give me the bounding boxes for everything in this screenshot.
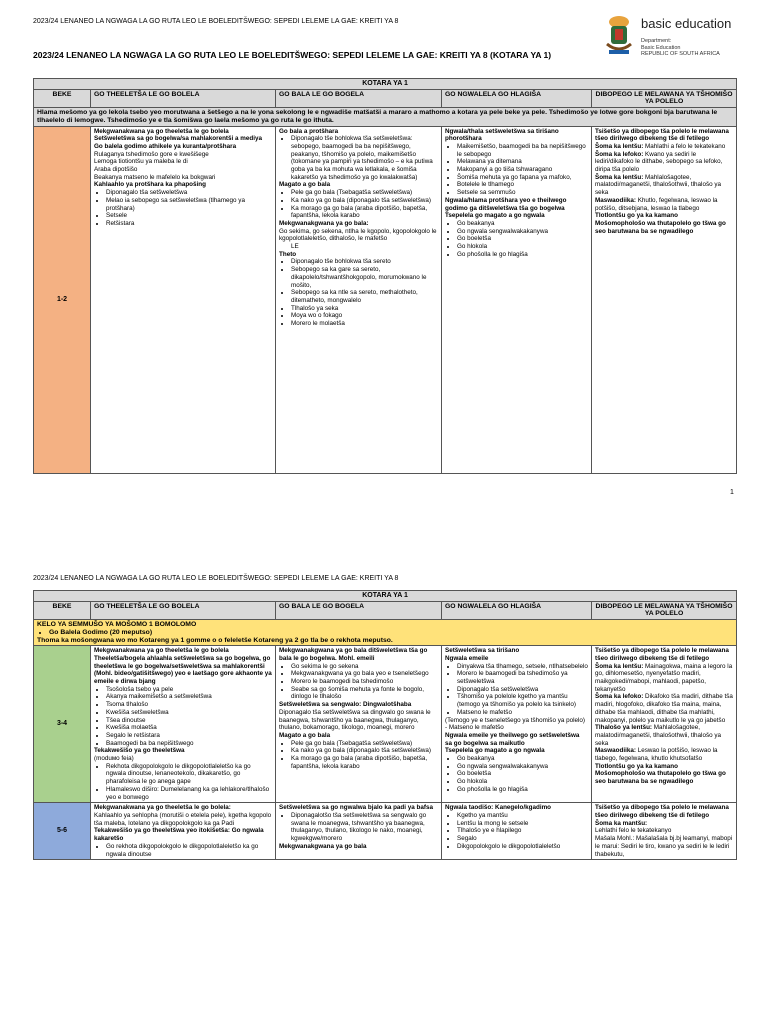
column-header-reading: GO BALA LE GO BOGELA bbox=[276, 601, 442, 619]
term-heading: KOTARA YA 1 bbox=[34, 591, 737, 602]
column-header-week: BEKE bbox=[34, 601, 91, 619]
column-header-reading: GO BALA LE GO BOGELA bbox=[276, 89, 442, 107]
listening-cell: Mekgwanakwana ya go theeletša le go bolela Setšweletšwa sa go bogelwa/sa mahlakorentši a mediya Go balela godimo athikele ya kuranta/protšhara Rulaganya tshedimošo gore e kwešišege Lemoga tiotiontšu ya maleba le di Araba dipotšišo Beakanya matseno le mafelelo ka bokgwari Kahlaahlo ya protšhara ka phapošing • Diponagalo tša setšweletšwa • Melao ia sebopego sa setšweletšwa (tlhamego ya protšhara) • Setsele • Retšistara bbox=[91, 126, 276, 473]
listening-cell: Mekgwanakwana ya go theeletša le go bolela: Kahlaahlo ya sehlopha (morutiši o etelela pele), kgetha kgopolo tša maleba, lotelano ya dikgopolokgolo ka ga Padi Tekakwešišo ya go theeletšwa yeo itokišetša: Go ngwala kakaretšo • Go rekhota dikgopolokgolo le dikgopolotlaleletšo ka go ngwala dinoutse bbox=[91, 803, 276, 860]
week-cell: 3-4 bbox=[34, 646, 91, 803]
brand-subtitle: Department: Basic Education REPUBLIC OF SOUTH AFRICA bbox=[641, 38, 720, 57]
reading-cell: Setšweletšwa sa go ngwalwa bjalo ka padi ya bafsa • Diponagalotšo tša setšweletšwa sa sengwalo go swana le moanegwa, tshwantšho ya baanegwa, thulaganyo, thulano, tikologo le nako, moanegi, kgwekgwe/morero Mekgwanakgwana ya go bala bbox=[276, 803, 442, 860]
column-header-listening: GO THEELETŠA LE GO BOLELA bbox=[91, 601, 276, 619]
plan-table-term1-p2 bbox=[33, 590, 737, 860]
page-1 bbox=[0, 0, 768, 510]
week-cell: 5-6 bbox=[34, 803, 91, 860]
formal-assessment-banner: KELO YA SEMMUŠO YA MOŠOMO 1 BOMOLOMO • Go Balela Godimo (20 meputso) Thoma ka mošongwana wo mo Kotareng ya 1 gomme o o feleletše Kotareng ya 2 go tla be o rekhota meputso. bbox=[34, 620, 737, 646]
baseline-note: Hlama mešomo ya go lekola tsebo yeo morutwana a šetšego a na le yona sekolong le e ngwadiše matšatši a mararo a mathomo a kotara ya pele beke ya pele. Tshedimošo ye lotwe gore bokgoni bja barutwana le tlhaelelo di lemogwe. Tshedimošo ye e tla šomišwa go laela mešomo ya go ruta le go ithuta. bbox=[34, 108, 737, 126]
column-header-writing: GO NGWALELA GO HLAGIŠA bbox=[442, 89, 592, 107]
running-header: 2023/24 LENANEO LA NGWAGA LA GO RUTA LEO LE BOELEDITŠWEGO: SEPEDI LELEME LA GAE: KREITI YA 8 bbox=[33, 18, 399, 25]
listening-cell: Mekgwanakwana ya go theeletša le go bolela Theeletša/bogela ahlaahla setšweletšwa sa go bogelwa, go theeletšwa le go bogelwa/setšweletšwa sa mahlakorentši (Mohl. bideo/gatišitšwego) yeo e laetšago gore akhaonte ya emeile e dirwa bjang • Tsošološa tsebo ya pele • Akanya maikemišetšo a setšweletšwa • Tsoma tlhalošo • Kwešiša setšweletšwa • Tšea dinoutse • Kwešiša molaetša • Segalo le retšistara • Baamogedi ba ba nepišitšwego Tekakwešišo ya go theeletšwa (moduмo feia) • Rekhota dikgopolokgolo le dikgopolotlaleletšo ka go ngwala dinoutse, lenaneotekolo, dikakaretšo, go pharafoleisa le go anega gape • Hlamaleswo diširo: Dumelelanang ka ga lehlakore/tlhalošo yeo e bonwego bbox=[91, 646, 276, 803]
language-cell: Tsišetšo ya dibopego tša polelo le melawana tšeo dirilwego dibekeng tše di fetilego Šoma ka lentšu: Mainagokwa, maina a legoro la go, dihlomesetšo, nyenyefatšo madiri, maikgokedi/mabopi, mahlaodi, papetšo, tekanyetšo Šoma ka lefoko: Dikafoko tša madiri, dithabe tša madiri, hlogofoko, dikafoko tša maina, maina, dithabe tša mahlaodi, dithabe tša mahlathi, makopanyi, polelo ya maikutlo le ya go jabetšo Tlhalošo ya lentšu: Mahlalošagotee, malatodi/maganetši, tlhalošothwii, tlhalošo ya seka Maswaodiika: Leswao la potšišo, leswao la tlabego, fegelwana, khutlo khutsofatšo Tlotlontšu go ya ka kamano Mošomophološo wa thutapolelo go tšwa go seo barutwana ba se ngwadilego bbox=[592, 646, 737, 803]
writing-cell: Setšweletšwa sa tirišano Ngwala emeile • Dinyakwa tša tlhamego, setsele, ntlhatsebelelo • Morero le baamogedi ba tshedimošo ya setšweletšwa • Diponagalo tša setšweletšwa • Tšhomišo ya polelole kgetho ya mantšu (temogo ya tšhomišo ya polelo ka tsinkelo) • Matseno le mafetšo (Temogo ye e tseneletšego ya tšhomišo ya polelo) - Matseno le mafetšo Ngwala emeile ye theilwego go setšweletšwa sa go bogelwa sa maikutlo Tsepelela go magato a go ngwala • Go beakanya • Go ngwala sengwalwakakanywa • Go boeletša • Go hlokola • Go phošolla le go hlagiša bbox=[442, 646, 592, 803]
running-header: 2023/24 LENANEO LA NGWAGA LA GO RUTA LEO LE BOELEDITŠWEGO: SEPEDI LELEME LA GAE: KREITI YA 8 bbox=[33, 575, 399, 582]
column-header-language: DIBOPEGO LE MELAWANA YA TŠHOMIŠO YA POLELO bbox=[592, 601, 737, 619]
column-header-week: BEKE bbox=[34, 89, 91, 107]
page-title: 2023/24 LENANEO LA NGWAGA LA GO RUTA LEO LE BOELEDITŠWEGO: SEPEDI LELEME LA GAE: KREITI YA 8 (KOTARA YA 1) bbox=[33, 50, 552, 60]
writing-cell: Ngwala taodišo: Kanegelo/kgadimo • Kgetho ya mantšu • Lentšu la mong le setsele • Tlhalošo ye e hlapilego • Segalo • Dikgopolokgolo le dikgopolotlaleletšo bbox=[442, 803, 592, 860]
week-cell: 1-2 bbox=[34, 126, 91, 473]
column-header-listening: GO THEELETŠA LE GO BOLELA bbox=[91, 89, 276, 107]
page-gap bbox=[0, 510, 768, 565]
plan-table-term1-p1 bbox=[33, 78, 737, 474]
page-2 bbox=[0, 565, 768, 1024]
column-header-language: DIBOPEGO LE MELAWANA YA TŠHOMIŠO YA POLELO bbox=[592, 89, 737, 107]
writing-cell: Ngwala/thala setšweletšwa sa tirišano phorotšhara • Maikemišetšo, baamogedi ba ba nepišitšwego le sebopego • Melawana ya ditemana • Makopanyi a go tiiša tshwaragano • Šomiša mehuta ya go fapana ya mafoko, • Botelele le tlhamego • Setsele sa semmušo Ngwala/hlama protšhara yeo e theilwego godimo ga ditšweletšwa tša go bogelwa Tsepelela go magato a go ngwala • Go beakanya • Go ngwala sengwalwakakanywa • Go boeletša • Go hlokola • Go phošolla le go hlagiša bbox=[442, 126, 592, 473]
reading-cell: Mekgwanakgwana ya go bala ditšweletšwa tša go bala le go bogelwa. Mohl. emeili • Go sekima le go sekena • Mekgwanakgwana ya go bala yeo e tseneletšego • Morero le baamogedi ba tshedimošo • Seabe sa go šomiša mehuta ya fonte le bogolo, dinlogo le tlhalošo Setšweletšwa sa sengwalo: Dingwalotšhaba Diponagalo tša setšweletšwa sa dingwalo go swana le baanegwa, tshwantšho ya baanegwa, thulaganyo, thulano, bokamorago, tikologo, moanegi, morero Magato a go bala • Pele ga go bala (Tsebagatša setšweletšwa) • Ka nako ya go bala (diponagalo tša setšweletšwa) • Ka morago ga go bala (araba dipotšišo, bapetša, fapantšha, lekola karabo bbox=[276, 646, 442, 803]
page-number: 1 bbox=[730, 489, 734, 496]
brand-name: basic education bbox=[641, 16, 732, 31]
column-header-writing: GO NGWALELA GO HLAGIŠA bbox=[442, 601, 592, 619]
language-cell: Tsišetšo ya dibopego tša polelo le melawana tšeo dirilwego dibekeng tše di fetilego Šoma ka mantšu: Lehlathi felo le tekatekanyo Mašala Mohl.: Mašalašala bj.bj leamanyi, mabopi le marui: Sediri le tiro, kwano ya sediri le le lediri thabekutu, bbox=[592, 803, 737, 860]
term-heading: KOTARA YA 1 bbox=[34, 79, 737, 90]
coat-of-arms-icon bbox=[603, 14, 635, 58]
department-logo bbox=[603, 14, 743, 64]
language-cell: Tsišetšo ya dibopego tša polelo le melawana tšeo dirilwego dibekeng tše di fetilego Šoma ka lentšu: Mahlathi a felo le tekatekano Šoma ka lefoko: Kwano ya sediri le lediri/dikafoko le dithabe, sebopego sa lefoko, diripa tša polelo Šoma ka lentšu: Mahlalošagotee, malatodi/maganetši, tlhalošothwii, tlhalošo ya seka Maswaodiika: Khutlo, fegelwana, leswao la potšišo, ditsebjana, leswao la tlabego Tlotlontšu go ya ka kamano Mošomophološo wa thutapolelo go tšwa go seo barutwana ba se ngwadilego bbox=[592, 126, 737, 473]
reading-cell: Go bala a protšhara • Diponagalo tše bohlokwa tša setšweletšwa: sebopego, baamogedi ba ba nepišitšwego, peakanyo, tšhomišo ya polelo, maikemišetšo (tokomane ya pampiri ya tshedimošo – e ka putiwa goba ya ba ka mohuta wa letlakala, e šomiša kakaretšo ya tshedimošo ya go kwalakwatša) Magato a go bala • Pele ga go bala (Tsebagatša setšweletšwa) • Ka nako ya go bala (diponagalo tša setšweletšwa) • Ka morago ga go bala (araba dipotšišo, bapetša, fapantšha, lekola karabo Mekgwanakgwana ya go bala: Go sekima, go sekena, ntlha le kgopolo, kgopolokgolo le kgopolotlaleletšo, dithalošo, le mafetšo LE Theto • Diponagalo tše bohlokwa tša sereto • Sebopego sa ka gare sa sereto, dikapolelo/tshwantšhokgopolo, morumokwano le mošito, • Sebopego sa ka ntle sa sereto, methalotheto, ditemathetо, mongwalelo • Tlhalošo ya seka • Moya wo o fokago • Morero le molaetša bbox=[276, 126, 442, 473]
